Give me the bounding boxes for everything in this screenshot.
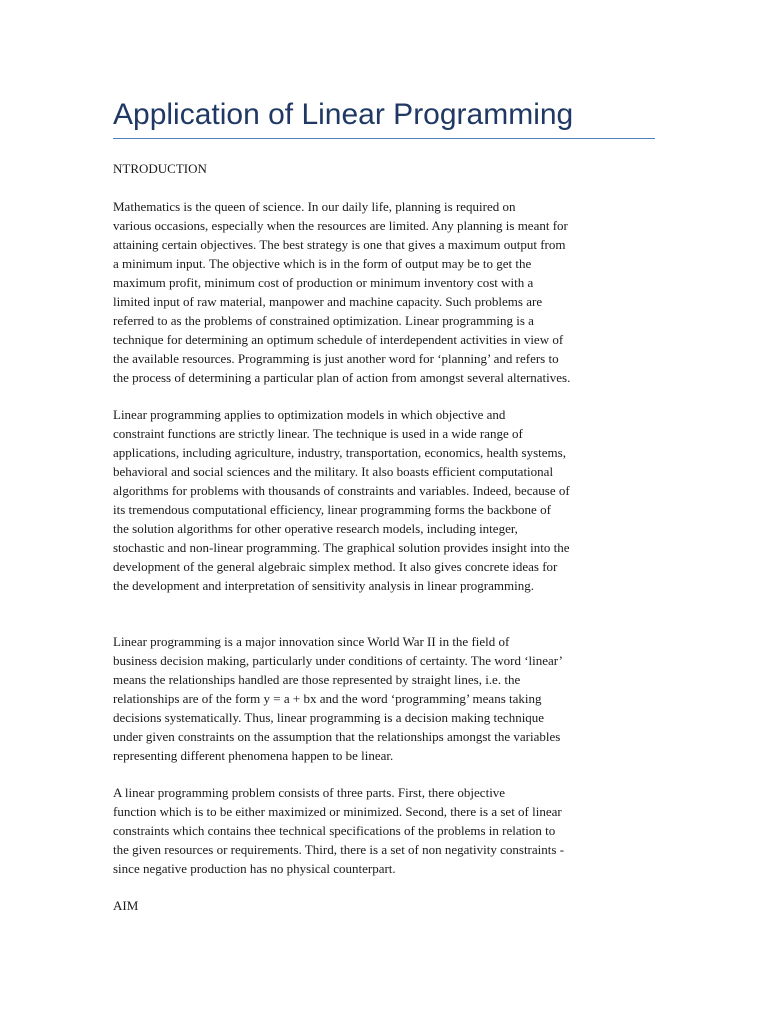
- text-line: limited input of raw material, manpower and machine capacity. Such problems are: [113, 294, 543, 309]
- text-line: the available resources. Programming is just another word for ‘planning’ and refers to: [113, 351, 559, 366]
- text-line: applications, including agriculture, industry, transportation, economics, health systems,: [113, 445, 566, 460]
- text-line: attaining certain objectives. The best strategy is one that gives a maximum output from: [113, 237, 566, 252]
- document-page: [113, 96, 655, 915]
- text-line: stochastic and non-linear programming. The graphical solution provides insight into the: [113, 540, 570, 555]
- text-line: the solution algorithms for other operative research models, including integer,: [113, 521, 518, 536]
- text-line: decisions systematically. Thus, linear programming is a decision making technique: [113, 710, 545, 725]
- title-underline: [113, 138, 655, 139]
- text-line: its tremendous computational efficiency, linear programming forms the backbone of: [113, 502, 551, 517]
- text-line: the given resources or requirements. Third, there is a set of non negativity constraints -: [113, 842, 565, 857]
- paragraph-3: [113, 632, 655, 765]
- paragraph-4: [113, 783, 655, 878]
- text-line: maximum profit, minimum cost of production or minimum inventory cost with a: [113, 275, 534, 290]
- text-line: technique for determining an optimum schedule of interdependent activities in view of: [113, 332, 564, 347]
- text-line: Linear programming is a major innovation since World War II in the field of: [113, 634, 510, 649]
- document-title: Application of Linear Programming: [113, 98, 574, 131]
- text-line: algorithms for problems with thousands of constraints and variables. Indeed, because of: [113, 483, 570, 498]
- text-line: the process of determining a particular plan of action from amongst several alternatives.: [113, 370, 571, 385]
- text-line: behavioral and social sciences and the military. It also boasts efficient computational: [113, 464, 554, 479]
- text-line: various occasions, especially when the resources are limited. Any planning is meant for: [113, 218, 568, 233]
- paragraph-2: [113, 405, 655, 595]
- text-line: constraint functions are strictly linear. The technique is used in a wide range of: [113, 426, 523, 441]
- text-line: development of the general algebraic simplex method. It also gives concrete ideas for: [113, 559, 558, 574]
- intro-heading: NTRODUCTION: [113, 161, 207, 176]
- text-line: Linear programming applies to optimization models in which objective and: [113, 407, 506, 422]
- text-line: function which is to be either maximized or minimized. Second, there is a set of linear: [113, 804, 562, 819]
- text-line: business decision making, particularly under conditions of certainty. The word ‘linear’: [113, 653, 563, 668]
- text-line: constraints which contains thee technical specifications of the problems in relation to: [113, 823, 556, 838]
- text-line: since negative production has no physical counterpart.: [113, 861, 396, 876]
- text-line: a minimum input. The objective which is in the form of output may be to get the: [113, 256, 532, 271]
- text-line: referred to as the problems of constrained optimization. Linear programming is a: [113, 313, 534, 328]
- paragraph-1: [113, 197, 655, 387]
- text-line: relationships are of the form y = a + bx and the word ‘programming’ means taking: [113, 691, 542, 706]
- aim-heading: AIM: [113, 898, 139, 913]
- text-line: Mathematics is the queen of science. In our daily life, planning is required on: [113, 199, 516, 214]
- text-line: the development and interpretation of sensitivity analysis in linear programming.: [113, 578, 534, 593]
- text-line: representing different phenomena happen to be linear.: [113, 748, 394, 763]
- text-line: under given constraints on the assumption that the relationships amongst the variables: [113, 729, 561, 744]
- text-line: means the relationships handled are those represented by straight lines, i.e. the: [113, 672, 521, 687]
- text-line: A linear programming problem consists of three parts. First, there objective: [113, 785, 506, 800]
